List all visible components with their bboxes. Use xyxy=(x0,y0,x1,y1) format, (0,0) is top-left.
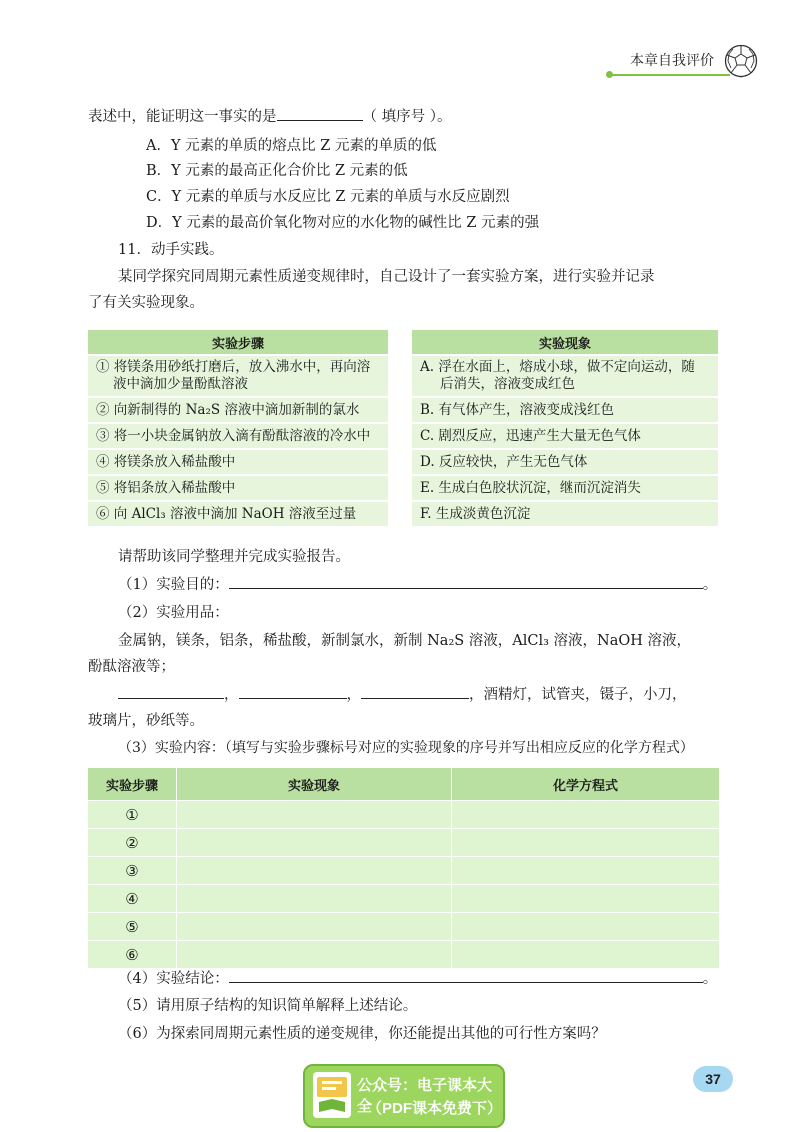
step-row: ⑤ 将铝条放入稀盐酸中 xyxy=(88,476,388,500)
equation-answer-cell[interactable] xyxy=(452,912,720,940)
step-row: ① 将镁条用砂纸打磨后，放入沸水中，再向溶 液中滴加少量酚酞溶液 xyxy=(88,356,388,396)
report-step-cell: ③ xyxy=(88,856,177,884)
materials-list-end: 玻璃片，砂纸等。 xyxy=(88,713,204,729)
steps-table xyxy=(88,328,388,528)
report-header-step: 实验步骤 xyxy=(88,768,177,800)
q10-option-c: C．Y 元素的单质与水反应比 Z 元素的单质与水反应剧烈 xyxy=(146,189,510,205)
phenomenon-row: B. 有气体产生，溶液变成浅红色 xyxy=(412,398,718,422)
steps-header: 实验步骤 xyxy=(88,330,388,354)
q10-option-b: B．Y 元素的最高正化合价比 Z 元素的低 xyxy=(146,163,408,179)
step-row: ② 向新制得的 Na₂S 溶液中滴加新制的氯水 xyxy=(88,398,388,422)
phenomenon-row: F. 生成淡黄色沉淀 xyxy=(412,502,718,526)
report-header-equation: 化学方程式 xyxy=(452,768,720,800)
q10-option-d: D．Y 元素的最高价氧化物对应的水化物的碱性比 Z 元素的强 xyxy=(146,215,540,231)
report-step-cell: ④ xyxy=(88,884,177,912)
explain-question: （5）请用原子结构的知识简单解释上述结论。 xyxy=(118,998,418,1014)
q10-option-a: A．Y 元素的单质的熔点比 Z 元素的单质的低 xyxy=(146,138,437,154)
material-blank-2[interactable] xyxy=(239,684,347,699)
phenomenon-answer-cell[interactable] xyxy=(177,940,452,968)
phenomenon-row: E. 生成白色胶状沉淀，继而沉淀消失 xyxy=(412,476,718,500)
material-blank-3[interactable] xyxy=(361,684,469,699)
step-row: ④ 将镁条放入稀盐酸中 xyxy=(88,450,388,474)
materials-blanks: ， ， ，酒精灯，试管夹，镊子，小刀， xyxy=(118,684,687,706)
equation-answer-cell[interactable] xyxy=(452,828,720,856)
report-step-cell: ⑤ xyxy=(88,912,177,940)
chapter-header-title: 本章自我评价 xyxy=(630,52,714,68)
phenomena-table xyxy=(412,328,718,528)
watermark-line-2: （PDF课本免费下） xyxy=(367,1100,503,1117)
report-step-cell: ⑥ xyxy=(88,940,177,968)
q11-intro: 某同学探究同周期元素性质递变规律时，自己设计了一套实验方案，进行实验并记录 xyxy=(118,269,655,285)
phenomenon-answer-cell[interactable] xyxy=(177,828,452,856)
phenomenon-answer-cell[interactable] xyxy=(177,856,452,884)
phenomenon-answer-cell[interactable] xyxy=(177,912,452,940)
content-instruction: （3）实验内容：（填写与实验步骤标号对应的实验现象的序号并写出相应反应的化学方程式） xyxy=(118,740,694,756)
watermark-badge xyxy=(303,1064,505,1128)
step-row: ⑥ 向 AlCl₃ 溶液中滴加 NaOH 溶液至过量 xyxy=(88,502,388,526)
conclusion-blank[interactable] xyxy=(229,968,703,983)
help-text: 请帮助该同学整理并完成实验报告。 xyxy=(118,549,350,565)
report-table xyxy=(88,768,720,968)
step-row: ③ 将一小块金属钠放入滴有酚酞溶液的冷水中 xyxy=(88,424,388,448)
materials-label: （2）实验用品： xyxy=(118,605,229,621)
answer-blank[interactable] xyxy=(277,106,363,121)
purpose-blank[interactable] xyxy=(229,574,703,589)
conclusion-line: （4）实验结论： 。 xyxy=(118,968,717,990)
report-step-cell: ① xyxy=(88,800,177,828)
materials-list: 金属钠，镁条，铝条，稀盐酸，新制氯水，新制 Na₂S 溶液，AlCl₃ 溶液，NaOH 溶液， xyxy=(118,633,692,649)
equation-answer-cell[interactable] xyxy=(452,940,720,968)
fullerene-icon xyxy=(724,44,758,78)
equation-answer-cell[interactable] xyxy=(452,884,720,912)
phenomenon-row: C. 剧烈反应，迅速产生大量无色气体 xyxy=(412,424,718,448)
phenomenon-answer-cell[interactable] xyxy=(177,884,452,912)
materials-list-cont: 酚酞溶液等； xyxy=(88,659,175,675)
phenomena-header: 实验现象 xyxy=(412,330,718,354)
phenomenon-row: D. 反应较快，产生无色气体 xyxy=(412,450,718,474)
phenomenon-row: A. 浮在水面上，熔成小球，做不定向运动，随 后消失，溶液变成红色 xyxy=(412,356,718,396)
phenomenon-answer-cell[interactable] xyxy=(177,800,452,828)
page-number: 37 xyxy=(693,1066,733,1092)
equation-answer-cell[interactable] xyxy=(452,800,720,828)
watermark-line-1: 公众号：电子课本大全 xyxy=(357,1077,493,1115)
header-rule xyxy=(612,74,730,76)
equation-answer-cell[interactable] xyxy=(452,856,720,884)
report-header-phenomenon: 实验现象 xyxy=(177,768,452,800)
book-icon xyxy=(313,1072,351,1118)
q11-intro-cont: 了有关实验现象。 xyxy=(88,295,204,311)
report-step-cell: ② xyxy=(88,828,177,856)
q11-title: 11．动手实践。 xyxy=(118,242,224,258)
material-blank-1[interactable] xyxy=(118,684,224,699)
q10-tail: 表述中，能证明这一事实的是 （ 填序号 ）。 xyxy=(88,106,451,128)
extension-question: （6）为探索同周期元素性质的递变规律，你还能提出其他的可行性方案吗？ xyxy=(118,1026,606,1042)
purpose-line: （1）实验目的： 。 xyxy=(118,574,717,596)
